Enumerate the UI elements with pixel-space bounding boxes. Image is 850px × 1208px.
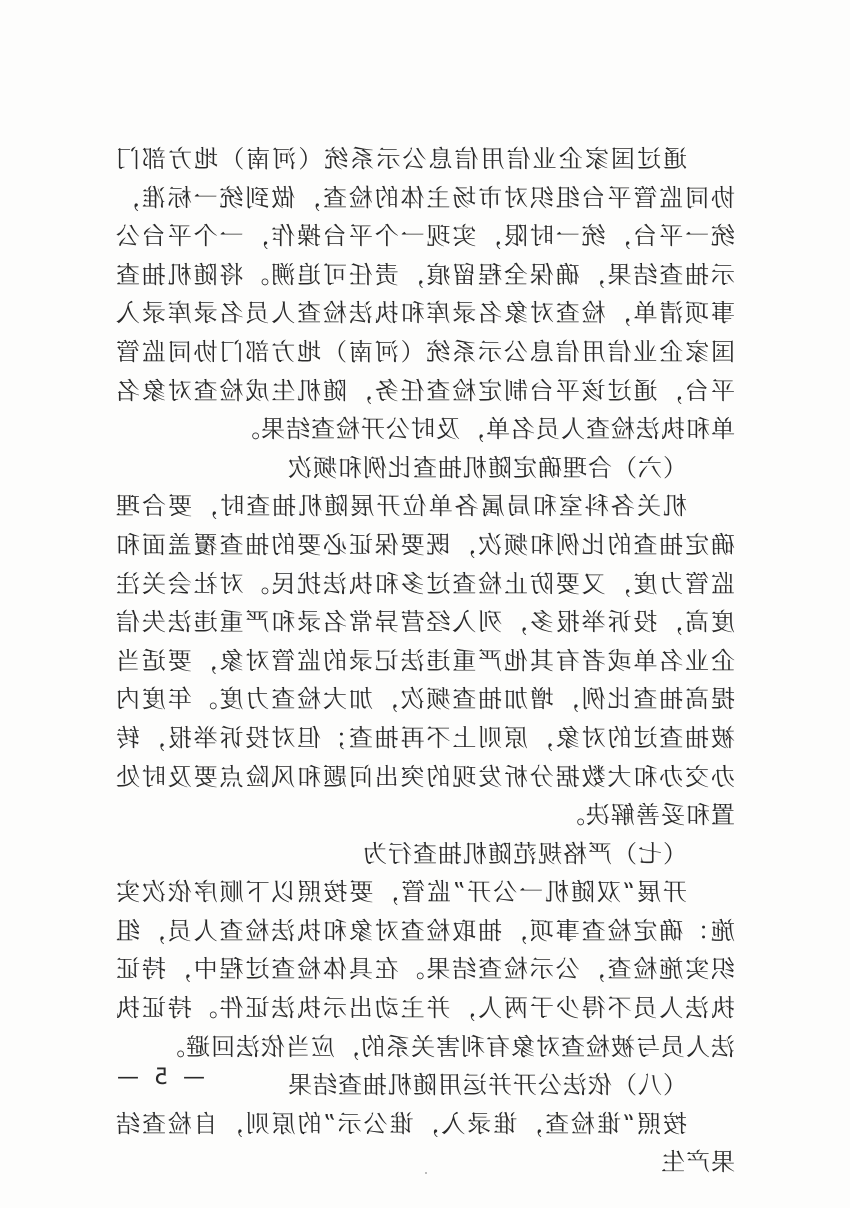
- paragraph-publish-results: 按照“谁检查，谁录入，谁公示”的原则，自检查结果产生: [115, 1109, 735, 1177]
- paragraph-sampling-ratio: 机关各科室和局属各单位开展随机抽查时，要合理确定抽查的比例和频次，既要保证必要的抽查覆盖面和监管力度，又要防止检查过多和执法扰民。对社会关注度高，投诉举报多，列入经营异常名录和严重违法失信企业名单或者有其他严重违法记录的监管对象，要适当提高抽查比例，增加抽查频次，加大检查力度。年度内被抽查过的对象，原则上不再抽查；但对投诉举报，转办交办和大数据分析发现的突出问题和风险点要及时处置和妥善解决。: [115, 492, 735, 830]
- paragraph-platform: 通过国家企业信用信息公示系统（河南）地方部门协同监管平台组织对市场主体的检查，做到统一标准，统一平台，统一时限，实现一个平台操作，一个平台公示抽查结果，确保全程留痕，责任可追溯。将随机抽查事项清单，检查对象名录库和执法检查人员名录库录入国家企业信用信息公示系统（河南）地方部门协同监管平台，通过该平台制定检查任务，随机生成检查对象名单和执法检查人员名单，及时公开检查结果。: [115, 145, 735, 444]
- paragraph-inspection-conduct: 开展“双随机一公开”监管，要按照以下顺序依次实施：确定检查事项，抽取检查对象和执法检查人员，组织实施检查，公示检查结果。在具体检查过程中，持证执法人员不得少于两人，并主动出示执法证件。持证执法人员与被检查对象有利害关系的，应当依法回避。: [115, 878, 735, 1061]
- document-body: [115, 140, 735, 1182]
- heading-7-inspection-conduct: （七）严格规范随机抽查行为: [362, 839, 687, 868]
- heading-8-publish-results: （八）依法公开并运用随机抽查结果: [287, 1071, 687, 1100]
- scan-speck: [425, 1172, 427, 1174]
- heading-6-sampling-ratio: （六）合理确定随机抽查比例和频次: [287, 453, 687, 482]
- page-number: — 5 —: [113, 1065, 205, 1090]
